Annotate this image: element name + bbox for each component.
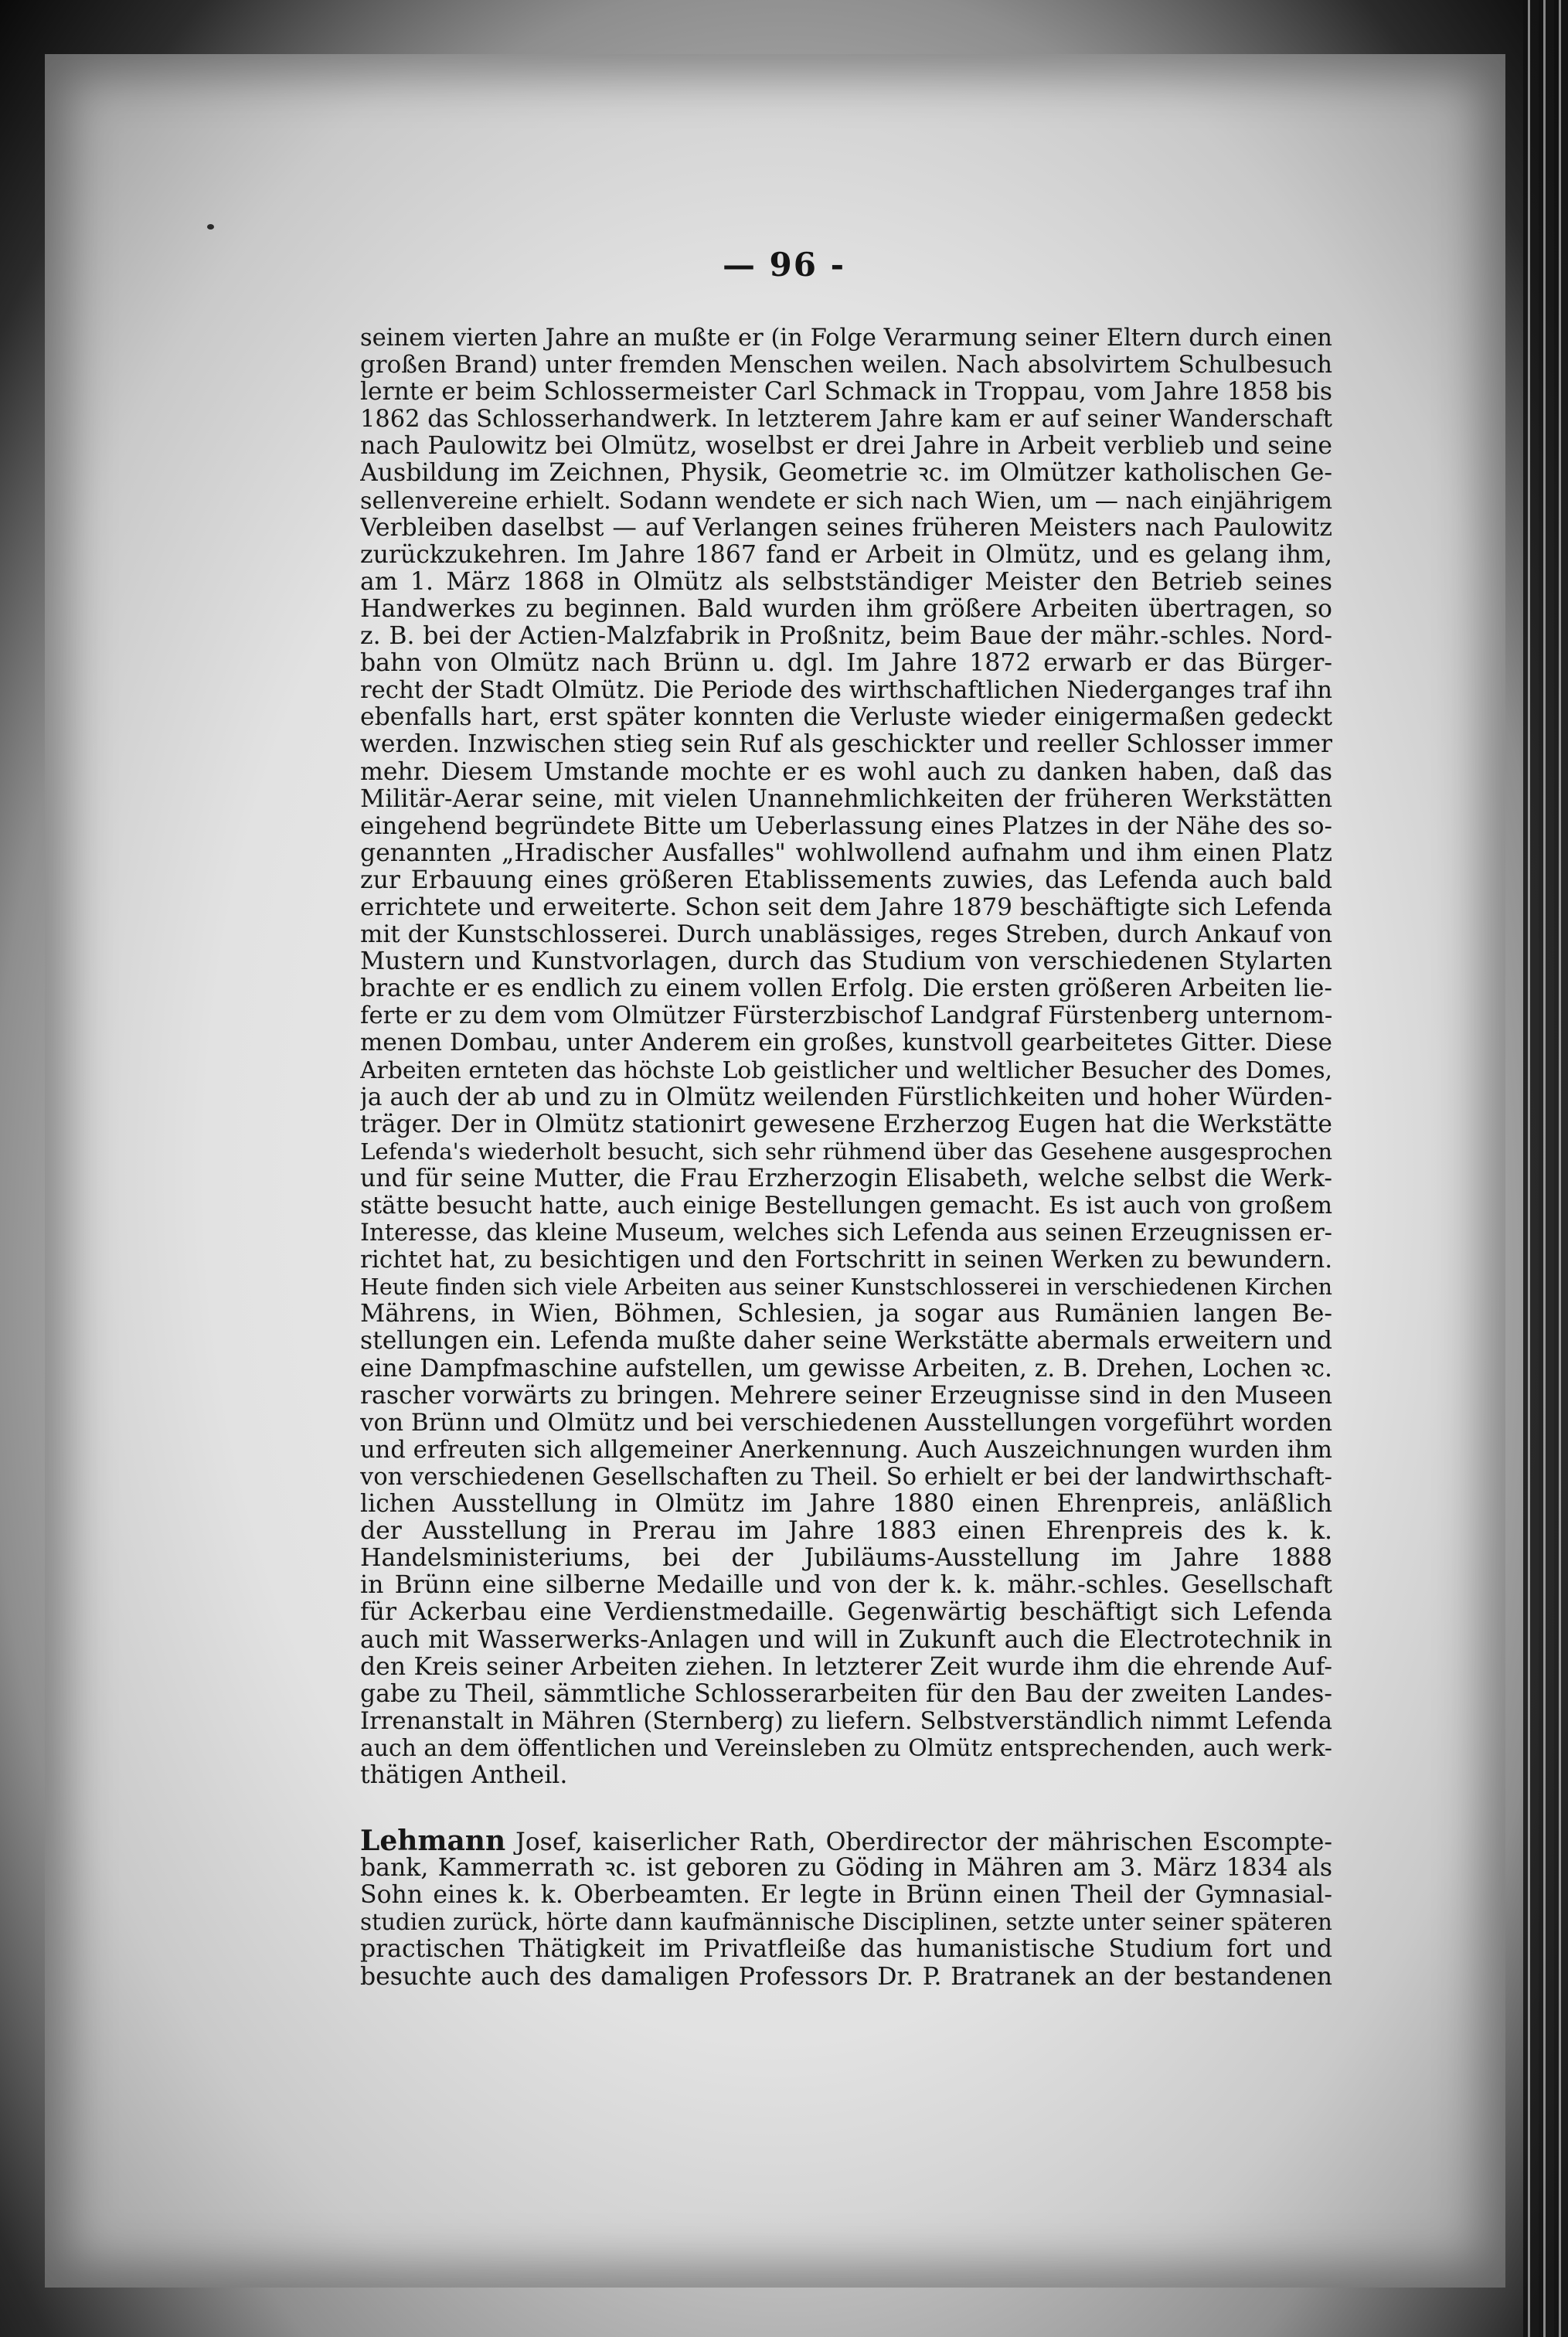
text-line: mit der Kunstschlosserei. Durch unablässiges, reges Streben, durch Ankauf von: [360, 921, 1332, 949]
text-line: für Ackerbau eine Verdienstmedaille. Gegenwärtig beschäftigt sich Lefenda: [360, 1599, 1332, 1627]
text-line: auch mit Wasserwerks-Anlagen und will in Zukunft auch die Electrotechnik in: [360, 1626, 1332, 1654]
text-line: träger. Der in Olmütz stationirt gewesene Erzherzog Eugen hat die Werkstätte: [360, 1111, 1332, 1138]
text-line: stätte besucht hatte, auch einige Bestellungen gemacht. Es ist auch von großem: [360, 1192, 1332, 1220]
text-line: [360, 1828, 1332, 1855]
text-line: eine Dampfmaschine aufstellen, um gewisse Arbeiten, z. B. Drehen, Lochen ꝛc.: [360, 1355, 1332, 1383]
text-line: Militär-Aerar seine, mit vielen Unannehmlichkeiten der früheren Werkstätten: [360, 785, 1332, 813]
text-line: studien zurück, hörte dann kaufmännische Disciplinen, setzte unter seiner späteren: [360, 1909, 1332, 1936]
text-line: in Brünn eine silberne Medaille und von der k. k. mähr.-schles. Gesellschaft: [360, 1572, 1332, 1600]
text-line: Arbeiten ernteten das höchste Lob geistlicher und weltlicher Besucher des Domes,: [360, 1056, 1332, 1084]
text-line: am 1. März 1868 in Olmütz als selbstständiger Meister den Betrieb seines: [360, 568, 1332, 596]
text-line: brachte er es endlich zu einem vollen Erfolg. Die ersten größeren Arbeiten lie-: [360, 975, 1332, 1003]
text-line: eingehend begründete Bitte um Ueberlassung eines Platzes in der Nähe des so-: [360, 812, 1332, 840]
text-line: practischen Thätigkeit im Privatfleiße das humanistische Studium fort und: [360, 1936, 1332, 1964]
text-line: nach Paulowitz bei Olmütz, woselbst er drei Jahre in Arbeit verblieb und seine: [360, 433, 1332, 461]
text-line: und erfreuten sich allgemeiner Anerkennung. Auch Auszeichnungen wurden ihm: [360, 1436, 1332, 1464]
text-line: zur Erbauung eines größeren Etablissements zuwies, das Lefenda auch bald: [360, 866, 1332, 894]
text-line: z. B. bei der Actien-Malzfabrik in Proßnitz, beim Baue der mähr.-schles. Nord-: [360, 623, 1332, 651]
text-line: lichen Ausstellung in Olmütz im Jahre 1880 einen Ehrenpreis, anläßlich: [360, 1491, 1332, 1519]
text-line: 1862 das Schlosserhandwerk. In letzterem Jahre kam er auf seiner Wanderschaft: [360, 406, 1332, 434]
text-line: Interesse, das kleine Museum, welches sich Lefenda aus seinen Erzeugnissen er-: [360, 1220, 1332, 1247]
text-line: richtet hat, zu besichtigen und den Fortschritt in seinen Werken zu bewundern.: [360, 1247, 1332, 1274]
text-line: Irrenanstalt in Mähren (Sternberg) zu liefern. Selbstverständlich nimmt Lefenda: [360, 1707, 1332, 1735]
text-line: ja auch der ab und zu in Olmütz weilenden Fürstlichkeiten und hoher Würden-: [360, 1083, 1332, 1111]
text-line: stellungen ein. Lefenda mußte daher seine Werkstätte abermals erweitern und: [360, 1328, 1332, 1356]
page-number: — 96 -: [722, 246, 846, 284]
text-line: von verschiedenen Gesellschaften zu Theil. So erhielt er bei der landwirthschaft-: [360, 1463, 1332, 1491]
text-line: Mustern und Kunstvorlagen, durch das Studium von verschiedenen Stylarten: [360, 948, 1332, 976]
text-line: Ausbildung im Zeichnen, Physik, Geometrie ꝛc. im Olmützer katholischen Ge-: [360, 460, 1332, 488]
text-line: lernte er beim Schlossermeister Carl Schmack in Troppau, vom Jahre 1858 bis: [360, 379, 1332, 407]
page-edge-strip: [1523, 0, 1568, 2337]
text-line: von Brünn und Olmütz und bei verschiedenen Ausstellungen vorgeführt worden: [360, 1409, 1332, 1437]
text-line: auch an dem öffentlichen und Vereinsleben zu Olmütz entsprechenden, auch werk-: [360, 1734, 1332, 1762]
text-line: rascher vorwärts zu bringen. Mehrere seiner Erzeugnisse sind in den Museen: [360, 1382, 1332, 1410]
text-line: zurückzukehren. Im Jahre 1867 fand er Arbeit in Olmütz, und es gelang ihm,: [360, 541, 1332, 569]
text-line: sellenvereine erhielt. Sodann wendete er sich nach Wien, um — nach einjährigem: [360, 487, 1332, 515]
text-line: genannten „Hradischer Ausfalles" wohlwollend aufnahm und ihm einen Platz: [360, 839, 1332, 867]
text-line: Heute finden sich viele Arbeiten aus seiner Kunstschlosserei in verschiedenen Kirchen: [360, 1274, 1332, 1301]
text-line: errichtete und erweiterte. Schon seit dem Jahre 1879 beschäftigte sich Lefenda: [360, 893, 1332, 921]
entry-headword: Lehmann: [360, 1828, 506, 1856]
text-line: ebenfalls hart, erst später konnten die Verluste wieder einigermaßen gedeckt: [360, 704, 1332, 732]
text-line: besuchte auch des damaligen Professors Dr. P. Bratranek an der bestandenen: [360, 1963, 1332, 1991]
text-line: Handwerkes zu beginnen. Bald wurden ihm größere Arbeiten übertragen, so: [360, 595, 1332, 623]
text-line: werden. Inzwischen stieg sein Ruf als geschickter und reeller Schlosser immer: [360, 731, 1332, 759]
text-line: Lefenda's wiederholt besucht, sich sehr rühmend über das Gesehene ausgesprochen: [360, 1138, 1332, 1165]
text-line: Sohn eines k. k. Oberbeamten. Er legte in Brünn einen Theil der Gymnasial-: [360, 1882, 1332, 1910]
entry-separator: [360, 1789, 1332, 1828]
text-line: Handelsministeriums, bei der Jubiläums-Ausstellung im Jahre 1888: [360, 1545, 1332, 1573]
text-line: bahn von Olmütz nach Brünn u. dgl. Im Jahre 1872 erwarb er das Bürger-: [360, 650, 1332, 678]
text-line: Mährens, in Wien, Böhmen, Schlesien, ja sogar aus Rumänien langen Be-: [360, 1301, 1332, 1328]
text-line: bank, Kammerrath ꝛc. ist geboren zu Göding in Mähren am 3. März 1834 als: [360, 1855, 1332, 1883]
text-line: gabe zu Theil, sämmtliche Schlosserarbeiten für den Bau der zweiten Landes-: [360, 1680, 1332, 1708]
dust-speck: [207, 224, 214, 230]
biography-entry-lefenda: [360, 325, 1332, 1789]
text-line: den Kreis seiner Arbeiten ziehen. In letzterer Zeit wurde ihm die ehrende Auf-: [360, 1653, 1332, 1681]
text-line: ferte er zu dem vom Olmützer Fürsterzbischof Landgraf Fürstenberg unternom-: [360, 1002, 1332, 1030]
body-text: [360, 325, 1332, 1991]
text-line: großen Brand) unter fremden Menschen weilen. Nach absolvirtem Schulbesuch: [360, 352, 1332, 379]
text-line: Verbleiben daselbst — auf Verlangen seines früheren Meisters nach Paulowitz: [360, 514, 1332, 542]
text-line: seinem vierten Jahre an mußte er (in Folge Verarmung seiner Eltern durch einen: [360, 325, 1332, 352]
text-line: menen Dombau, unter Anderem ein großes, kunstvoll gearbeitetes Gitter. Diese: [360, 1029, 1332, 1057]
text-line: und für seine Mutter, die Frau Erzherzogin Elisabeth, welche selbst die Werk-: [360, 1165, 1332, 1192]
text-line: der Ausstellung in Prerau im Jahre 1883 einen Ehrenpreis des k. k.: [360, 1518, 1332, 1546]
text-line: mehr. Diesem Umstande mochte er es wohl auch zu danken haben, daß das: [360, 758, 1332, 786]
entry-headline-rest: Josef, kaiserlicher Rath, Oberdirector der mährischen Escompte-: [515, 1828, 1332, 1856]
text-line: recht der Stadt Olmütz. Die Periode des wirthschaftlichen Niederganges traf ihn: [360, 677, 1332, 705]
text-line: thätigen Antheil.: [360, 1761, 568, 1789]
biography-entry-lehmann: [360, 1828, 1332, 1991]
